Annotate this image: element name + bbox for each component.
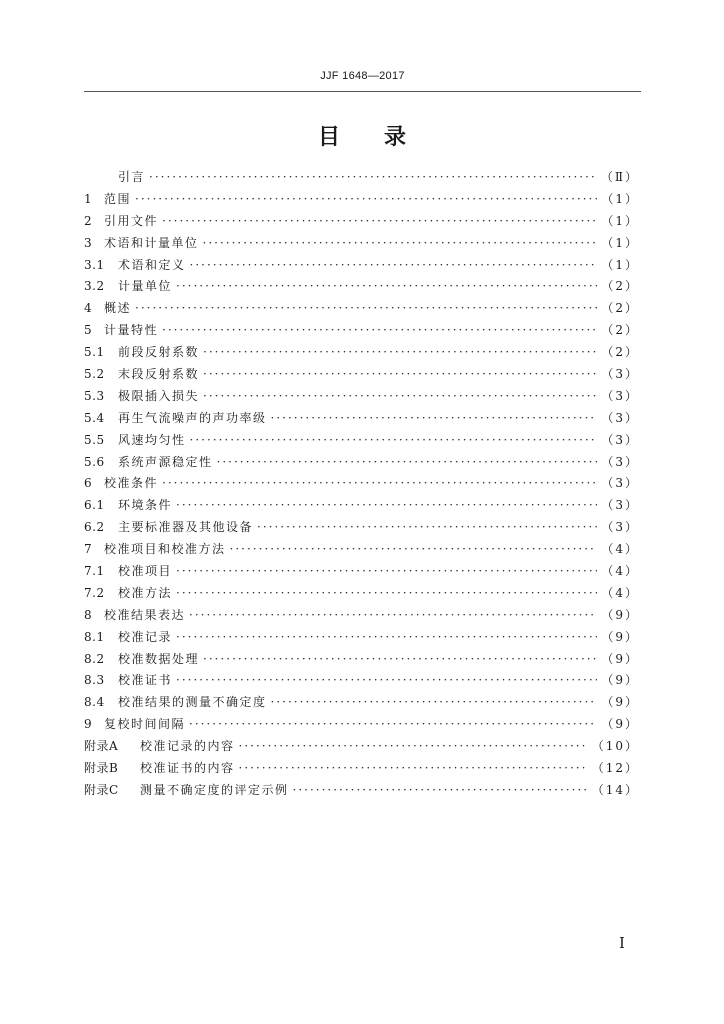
toc-entry-label: 校准数据处理 [118, 651, 200, 666]
leader-dots [271, 695, 598, 709]
toc-entry [84, 431, 639, 453]
toc-entry-page: （2） [601, 279, 639, 294]
leader-dots [149, 170, 597, 184]
toc-entry-label: 风速均匀性 [118, 432, 186, 447]
toc-entry-page: （9） [601, 717, 639, 732]
toc-entry-label: 校准记录的内容 [140, 739, 235, 754]
toc-entry-page: （3） [601, 410, 639, 425]
leader-dots [162, 214, 597, 228]
leader-dots [271, 411, 598, 425]
toc-entry-label: 再生气流噪声的声功率级 [118, 410, 267, 425]
toc-entry-label: 术语和定义 [118, 257, 186, 272]
toc-entry-number: 7 [84, 542, 93, 557]
toc-entry-page: （9） [601, 673, 639, 688]
toc-entry [84, 693, 639, 715]
toc-entry [84, 781, 639, 803]
toc-entry-number: 7.1 [84, 564, 105, 579]
toc-entry-label: 校准证书的内容 [140, 761, 235, 776]
toc-entry-page: （3） [601, 388, 639, 403]
toc-entry [84, 212, 639, 234]
toc-entry-number: 6.1 [84, 498, 105, 513]
leader-dots [203, 367, 597, 381]
toc-entry-number: 附录A [84, 739, 119, 754]
toc-entry-page: （2） [601, 301, 639, 316]
toc-entry [84, 715, 639, 737]
leader-dots [189, 608, 597, 622]
toc-entry-label: 校准记录 [118, 629, 173, 644]
leader-dots [189, 717, 597, 731]
toc-entry [84, 409, 639, 431]
toc-entry-number: 附录B [84, 761, 119, 776]
toc-entry-label: 概述 [104, 301, 132, 316]
toc-entry-number: 5.2 [84, 367, 105, 382]
toc-entry [84, 387, 639, 409]
leader-dots [135, 192, 597, 206]
toc-entry-page: （1） [601, 191, 639, 206]
toc-entry-label: 环境条件 [118, 498, 173, 513]
leader-dots [203, 345, 597, 359]
toc-entry-number: 5.3 [84, 388, 105, 403]
toc-entry-number: 8 [84, 607, 93, 622]
leader-dots [203, 389, 597, 403]
toc-entry-page: （9） [601, 607, 639, 622]
toc-entry-label: 计量单位 [118, 279, 173, 294]
toc-entry [84, 650, 639, 672]
page-title: 目录 [317, 124, 450, 150]
leader-dots [162, 476, 597, 490]
leader-dots [293, 783, 588, 797]
toc-entry [84, 671, 639, 693]
toc-entry-page: （2） [601, 345, 639, 360]
leader-dots [230, 542, 598, 556]
leader-dots [176, 279, 597, 293]
toc-entry [84, 299, 639, 321]
toc-entry-page: （3） [601, 476, 639, 491]
leader-dots [176, 564, 597, 578]
toc-entry-label: 系统声源稳定性 [118, 454, 213, 469]
toc-entry-label: 校准项目 [118, 564, 173, 579]
toc-entry [84, 474, 639, 496]
toc-entry [84, 453, 639, 475]
toc-entry-page: （3） [601, 432, 639, 447]
toc-entry-number: 3 [84, 235, 93, 250]
toc-entry-number: 7.2 [84, 585, 105, 600]
toc-entry-number: 8.2 [84, 651, 105, 666]
toc-entry-page: （2） [601, 323, 639, 338]
toc-entry-number: 6 [84, 476, 93, 491]
toc-entry-label: 校准结果的测量不确定度 [118, 695, 267, 710]
toc-entry [84, 321, 639, 343]
leader-dots [176, 498, 597, 512]
toc-entry [84, 365, 639, 387]
toc-entry-page: （4） [601, 542, 639, 557]
document-code-header: JJF 1648—2017 [320, 70, 405, 82]
toc-entry-page: （9） [601, 629, 639, 644]
leader-dots [190, 433, 598, 447]
toc-entry [84, 234, 639, 256]
toc-entry [84, 562, 639, 584]
toc-entry [84, 584, 639, 606]
toc-entry-number: 8.1 [84, 629, 105, 644]
toc-entry-label: 范围 [104, 191, 132, 206]
toc-entry-page: （1） [601, 235, 639, 250]
header-rule [84, 91, 641, 92]
leader-dots [203, 236, 598, 250]
toc-entry-page: （3） [601, 498, 639, 513]
toc-entry-page: （14） [591, 782, 639, 797]
toc-entry-page: （9） [601, 651, 639, 666]
toc-entry-label: 计量特性 [104, 323, 159, 338]
toc-entry-number: 5.6 [84, 454, 105, 469]
toc-entry [84, 496, 639, 518]
toc-entry-number: 5.4 [84, 410, 105, 425]
leader-dots [217, 455, 598, 469]
toc-entry-number: 4 [84, 301, 93, 316]
leader-dots [239, 761, 588, 775]
toc-entry-page: （1） [601, 213, 639, 228]
toc-entry [84, 190, 639, 212]
toc-entry-label: 复校时间间隔 [104, 717, 186, 732]
toc-entry-label: 术语和计量单位 [104, 235, 199, 250]
toc-entry-label: 校准结果表达 [104, 607, 186, 622]
leader-dots [176, 673, 597, 687]
toc-entry [84, 628, 639, 650]
table-of-contents [84, 168, 639, 803]
toc-entry-page: （3） [601, 454, 639, 469]
toc-entry-number: 8.4 [84, 695, 105, 710]
toc-entry-number: 8.3 [84, 673, 105, 688]
toc-entry-page: （Ⅱ） [600, 170, 639, 184]
toc-entry-label: 校准方法 [118, 585, 173, 600]
toc-entry-page: （1） [601, 257, 639, 272]
toc-entry-number: 6.2 [84, 520, 105, 535]
leader-dots [239, 739, 588, 753]
leader-dots [203, 652, 597, 666]
toc-entry [84, 256, 639, 278]
toc-entry-number: 5.1 [84, 345, 105, 360]
toc-entry-page: （4） [601, 564, 639, 579]
toc-entry [84, 540, 639, 562]
toc-entry-page: （9） [601, 695, 639, 710]
leader-dots [162, 323, 597, 337]
toc-entry-label: 引用文件 [104, 213, 159, 228]
toc-entry-label: 主要标准器及其他设备 [118, 520, 254, 535]
toc-entry [84, 759, 639, 781]
toc-entry-label: 校准证书 [118, 673, 173, 688]
toc-entry [84, 343, 639, 365]
toc-entry-label: 极限插入损失 [118, 388, 200, 403]
toc-entry-page: （12） [591, 761, 639, 776]
toc-entry-number: 3.2 [84, 279, 105, 294]
toc-entry-label: 末段反射系数 [118, 367, 200, 382]
toc-entry [84, 737, 639, 759]
leader-dots [257, 520, 597, 534]
leader-dots [135, 301, 597, 315]
leader-dots [176, 586, 597, 600]
toc-entry [84, 606, 639, 628]
toc-entry-page: （3） [601, 367, 639, 382]
toc-entry-number: 5.5 [84, 432, 105, 447]
leader-dots [190, 258, 598, 272]
toc-entry-label: 前段反射系数 [118, 345, 200, 360]
toc-entry-page: （4） [601, 585, 639, 600]
toc-entry [84, 277, 639, 299]
toc-entry-number: 3.1 [84, 257, 105, 272]
toc-entry-label: 校准项目和校准方法 [104, 542, 226, 557]
toc-entry-label: 校准条件 [104, 476, 159, 491]
page-number: Ⅰ [619, 934, 625, 952]
toc-entry-number: 5 [84, 323, 93, 338]
toc-entry-number: 2 [84, 213, 93, 228]
toc-entry-number: 1 [84, 191, 93, 206]
toc-entry-label: 引言 [118, 170, 146, 184]
toc-entry [84, 168, 639, 190]
toc-entry-number: 9 [84, 717, 93, 732]
toc-entry-number: 附录C [84, 782, 119, 797]
toc-entry [84, 518, 639, 540]
toc-entry-page: （10） [591, 739, 639, 754]
leader-dots [176, 630, 597, 644]
toc-entry-label: 测量不确定度的评定示例 [140, 782, 289, 797]
toc-entry-page: （3） [601, 520, 639, 535]
